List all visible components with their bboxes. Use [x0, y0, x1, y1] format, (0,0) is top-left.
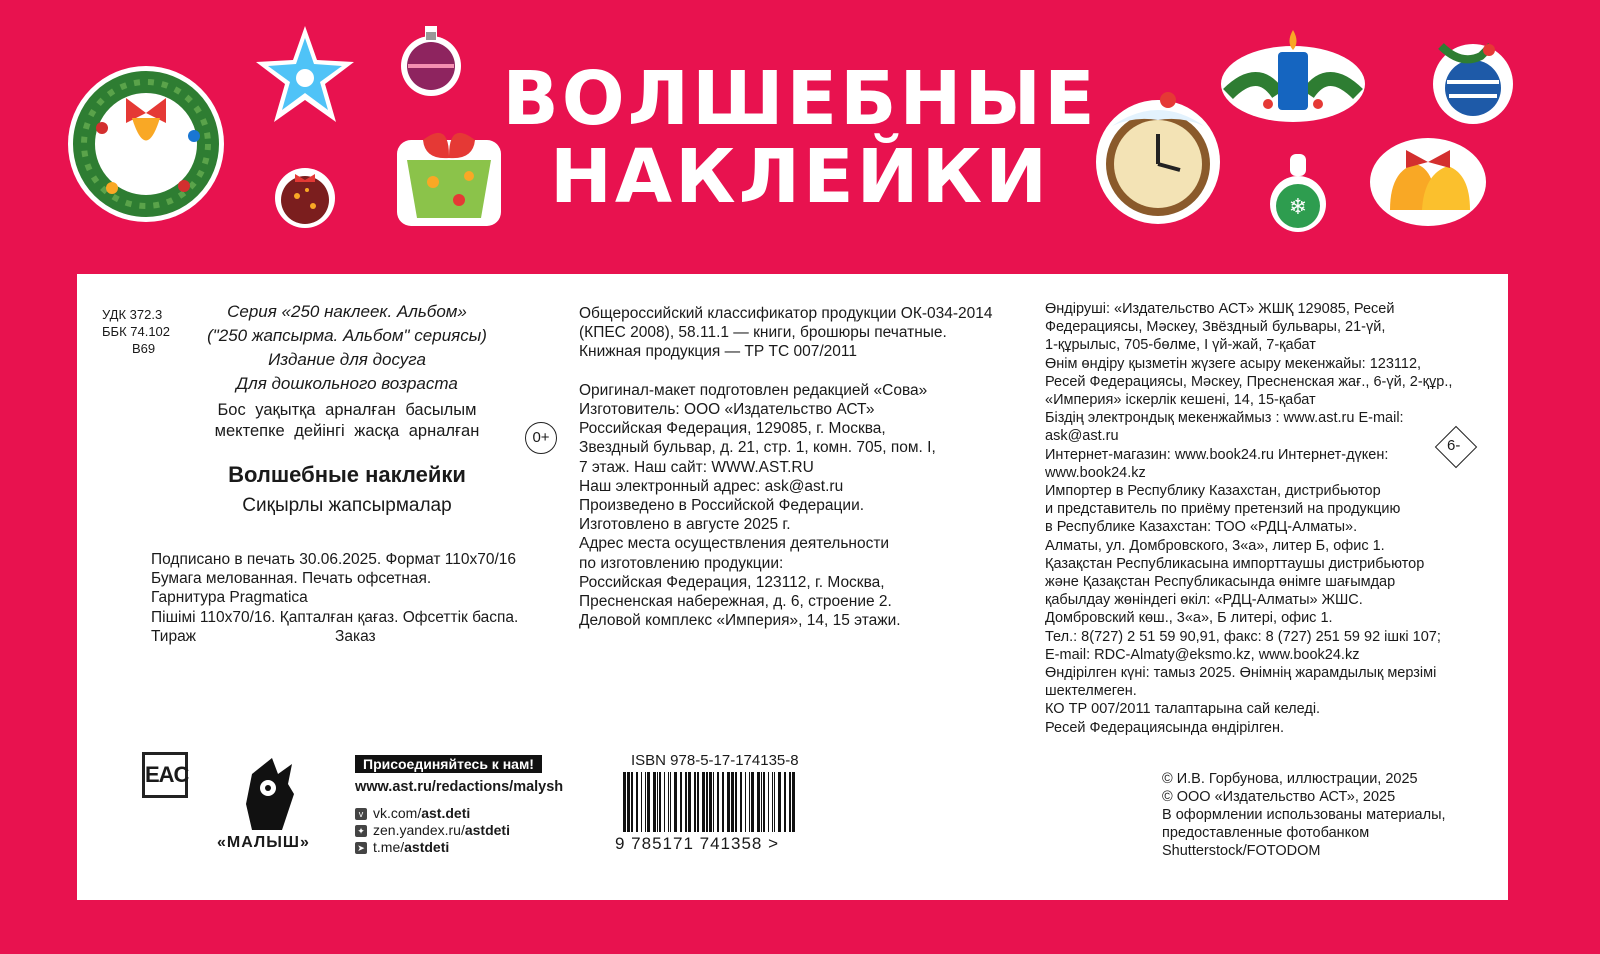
social-vk[interactable]: v vk.com/ast.deti — [355, 804, 470, 822]
age-rating-diamond-label: 6- — [1447, 437, 1461, 454]
barcode-bar — [717, 772, 719, 832]
barcode-bar — [664, 772, 665, 832]
barcode-bar — [688, 772, 691, 832]
candle-sticker — [1218, 24, 1368, 124]
author-mark: В69 — [132, 341, 156, 356]
barcode-bar — [653, 772, 656, 832]
barcode-bar — [623, 772, 626, 832]
barcode-bar — [735, 772, 737, 832]
website-link[interactable]: www.ast.ru/redactions/malysh — [355, 779, 564, 795]
barcode-bar — [789, 772, 791, 832]
barcode-bar — [774, 772, 775, 832]
wreath-sticker — [66, 58, 226, 226]
barcode-bar — [778, 772, 781, 832]
series-ru: Серия «250 наклеек. Альбом» — [227, 302, 467, 321]
series-block — [187, 300, 507, 396]
barcode-bar — [722, 772, 724, 832]
malysh-logo-icon — [242, 754, 302, 834]
blue-star-sticker — [250, 22, 360, 130]
barcode-bar — [749, 772, 750, 832]
barcode-bar — [670, 772, 671, 832]
barcode-bar — [641, 772, 642, 832]
barcode-bar — [772, 772, 773, 832]
isbn: ISBN 978-5-17-174135-8 — [631, 752, 799, 769]
barcode-bar — [636, 772, 638, 832]
barcode-bar — [709, 772, 712, 832]
barcode-bar — [763, 772, 765, 832]
barcode-bar — [697, 772, 699, 832]
barcode-bar — [751, 772, 754, 832]
bbk-code: ББК 74.102 — [102, 324, 171, 339]
age-kz: мектепке дейінгі жасқа арналған — [214, 422, 480, 440]
zen-icon: ✦ — [355, 825, 367, 837]
barcode-bar — [713, 772, 714, 832]
barcode-bar — [706, 772, 708, 832]
title-line-2: НАКЛЕЙКИ — [549, 134, 1051, 220]
barcode-bar — [647, 772, 650, 832]
blue-bauble-sticker — [1421, 26, 1521, 126]
barcode-bar — [792, 772, 795, 832]
purple-bauble-sticker — [400, 22, 462, 98]
edition-ru: Издание для досуга — [268, 350, 426, 369]
info-panel — [77, 274, 1508, 900]
red-bauble-sticker — [273, 160, 337, 230]
barcode — [621, 772, 801, 834]
gift-sticker — [393, 120, 505, 230]
clock-sticker — [1092, 86, 1224, 226]
publisher-info-kz: Өндіруші: «Издательство АСТ» ЖШҚ 129085, Ресей Федерациясы, Мәскеу, Звёздный бульвары, 21-үй, 1-құрылыс, 705-бөлме, I үй-жай, 7-қабат Өнім өндіру қызметін жүзеге асыру мекенжайы: 123112, Ресей Федерациясы, Мәскеу, Пресненская жағ., 6-үй, 2-құр., «Империя» іскерлік кешені, 14, 15-қабат Біздің электрондық мекенжаймыз : www.ast.ru E-mail: ask@ast.ru Интернет-магазин: www.book24.ru Интернет-дүкен: www.book24.kz Импортер в Республику Казахстан, дистрибьютор и представитель по приёму претензий на продукцию в Республике Казахстан: ТОО «РДЦ-Алматы». Алматы, ул. Домбровского, 3«а», литер Б, офис 1. Қазақстан Республикасына импорттаушы дистрибьютор және Қазақстан Республикасында өнімге шағымдар қабылдау жөніндегі өкіл: «РДЦ-Алматы» ЖШС. Домбровский көш., 3«а», Б литері, офис 1. Тел.: 8(727) 2 51 59 90,91, факс: 8 (727) 251 59 92 ішкі 107; E-mail: RDC-Almaty@eksmo.kz, www.book24.kz Өндірілген күні: тамыз 2025. Өнімнің жарамдылық мерзімі шектелмеген. КО ТР 007/2011 талаптарына сай келеді. Ресей Федерациясында өндірілген. — [1045, 301, 1453, 736]
barcode-bar — [702, 772, 705, 832]
barcode-bar — [657, 772, 658, 832]
malysh-logo-text: «МАЛЫШ» — [217, 834, 310, 851]
barcode-bar — [731, 772, 734, 832]
barcode-bar — [631, 772, 633, 832]
barcode-digits: 9 785171 741358 > — [615, 834, 780, 853]
barcode-bar — [627, 772, 630, 832]
svg-text:❄: ❄ — [1288, 195, 1308, 220]
barcode-bar — [645, 772, 646, 832]
barcode-bar — [727, 772, 730, 832]
publisher-info-ru: Общероссийский классификатор продукции ОК-034-2014 (КПЕС 2008), 58.11.1 — книги, брошюры печатные. Книжная продукция — ТР ТС 007/2011 Оригинал-макет подготовлен редакцией «Сова» Изготовитель: ООО «Издательство АСТ» Российская Федерация, 129085, г. Москва, Звездный бульвар, д. 21, стр. 1, комн. 705, пом. I, 7 этаж. Наш сайт: WWW.AST.RU Наш электронный адрес: ask@ast.ru Произведено в Российской Федерации. Изготовлено в августе 2025 г. Адрес места осуществления деятельности по изготовлению продукции: Российская Федерация, 123112, г. Москва, Пресненская набережная, д. 6, строение 2. Деловой комплекс «Империя», 14, 15 этажи. — [579, 305, 993, 630]
join-banner: Присоединяйтесь к нам! — [355, 755, 542, 773]
green-bauble-sticker — [1268, 150, 1328, 236]
udk-code: УДК 372.3 — [102, 307, 163, 322]
barcode-bar — [668, 772, 669, 832]
barcode-bar — [768, 772, 769, 832]
bells-sticker — [1366, 120, 1488, 228]
barcode-bar — [745, 772, 746, 832]
series-kz: ("250 жапсырма. Альбом" сериясы) — [207, 326, 487, 345]
social-telegram[interactable]: ➤ t.me/astdeti — [355, 838, 449, 856]
barcode-bar — [784, 772, 786, 832]
order-label: Заказ — [335, 628, 376, 645]
barcode-bar — [680, 772, 682, 832]
credits: © И.В. Горбунова, иллюстрации, 2025 © ООО «Издательство АСТ», 2025 В оформлении использованы материалы, предоставленные фотобанком Shutterstock/FOTODOM — [1162, 771, 1446, 859]
barcode-bar — [674, 772, 677, 832]
vk-icon: v — [355, 808, 367, 820]
barcode-bar — [659, 772, 661, 832]
barcode-bar — [757, 772, 760, 832]
title-line-1: ВОЛШЕБНЫЕ — [502, 56, 1098, 142]
social-zen[interactable]: ✦ zen.yandex.ru/astdeti — [355, 821, 510, 839]
eac-mark: EAC — [142, 752, 188, 798]
edition-kz: Бос уақытқа арналған басылым — [217, 401, 477, 419]
barcode-bar — [694, 772, 696, 832]
barcode-bar — [685, 772, 687, 832]
print-info: Подписано в печать 30.06.2025. Формат 110х70/16 Бумага мелованная. Печать офсетная. Гарнитура Pragmatica Пішімі 110х70/16. Қапталған қағаз. Офсеттік баспа. — [151, 551, 519, 626]
print-run-label: Тираж — [151, 628, 197, 645]
age-ru: Для дошкольного возраста — [236, 374, 458, 393]
age-rating-badge: 0+ — [525, 422, 557, 454]
book-title-kz: Сиқырлы жапсырмалар — [242, 495, 452, 516]
book-title: Волшебные наклейки — [228, 462, 466, 487]
barcode-bar — [740, 772, 742, 832]
telegram-icon: ➤ — [355, 842, 367, 854]
barcode-bar — [761, 772, 762, 832]
